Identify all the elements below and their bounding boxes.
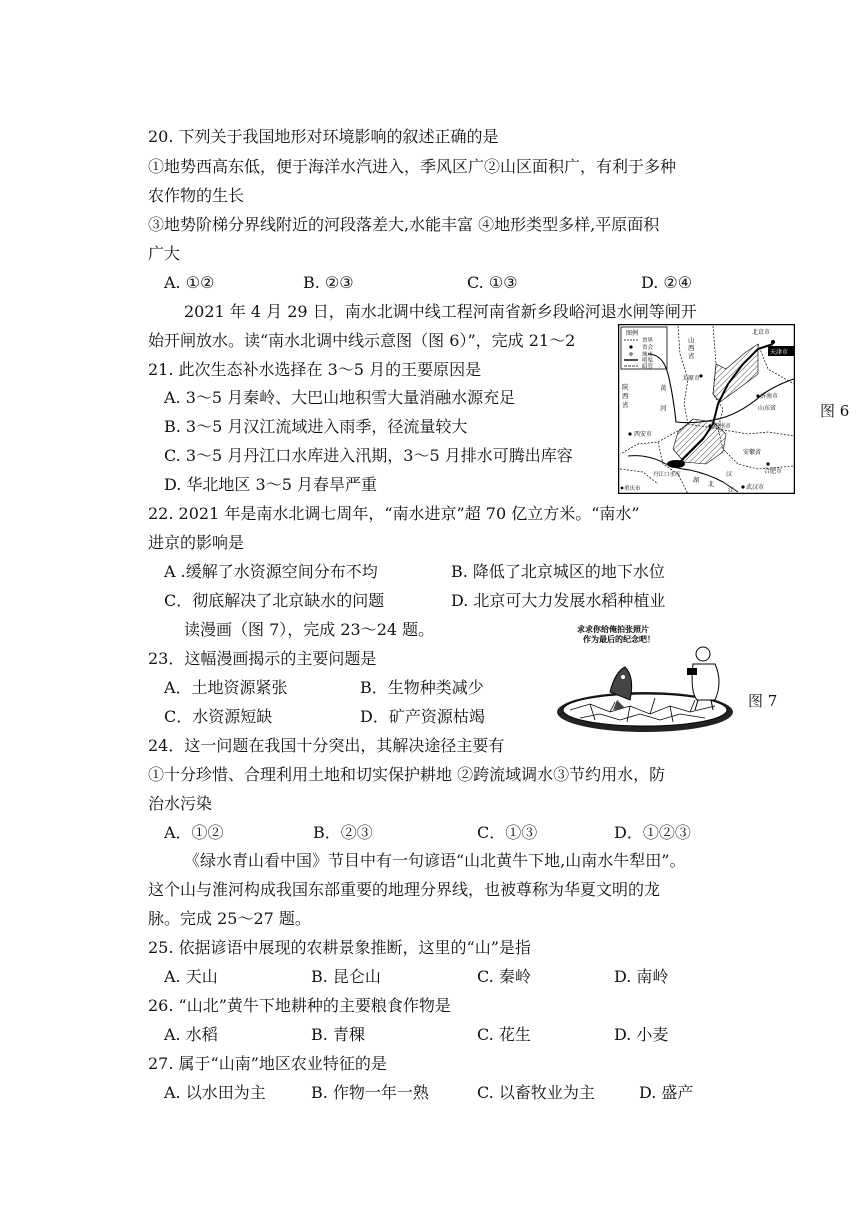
q25-option-d[interactable]: D. 南岭 [614, 967, 669, 986]
label-wuhan: 武汉市 [746, 484, 765, 491]
cartoon-speech-2: 作为最后的纪念吧！ [583, 634, 655, 644]
label-taiyuan: 太原市 [682, 375, 701, 382]
q24-option-b[interactable]: B．②③ [313, 823, 373, 842]
label-shaanxi-3: 省 [622, 401, 629, 409]
q23-option-b[interactable]: B．生物种类减少 [360, 678, 484, 697]
fig7-label: 图 7 [748, 692, 778, 710]
q23-stem: 23．这幅漫画揭示的主要问题是 [148, 649, 377, 668]
q25-stem: 25. 依据谚语中展现的农耕景象推断，这里的“山”是指 [148, 938, 531, 957]
q27-option-a[interactable]: A. 以水田为主 [164, 1083, 266, 1102]
q24-option-d[interactable]: D．①②③ [614, 823, 691, 842]
q23-option-c[interactable]: C．水资源短缺 [164, 707, 273, 726]
label-danjiangkou: 丹江口水库 [653, 472, 681, 478]
intro21-line-1: 2021 年 4 月 29 日，南水北调中线工程河南省新乡段峪河退水闸等闸开 [184, 302, 697, 321]
q21-option-d[interactable]: D. 华北地区 3～5 月春旱严重 [164, 475, 377, 494]
q20-option-a[interactable]: A. ①② [164, 273, 215, 292]
q21-option-c[interactable]: C. 3～5 月丹江口水库进入汛期，3～5 月排水可腾出库容 [164, 446, 573, 465]
q21-option-a[interactable]: A. 3～5 月秦岭、大巴山地积雪大量消融水源充足 [164, 388, 516, 407]
label-shanxi-3: 省 [688, 352, 695, 360]
q20-option-c[interactable]: C. ①③ [467, 273, 518, 292]
q25-option-b[interactable]: B. 昆仑山 [311, 967, 381, 986]
q20-option-d[interactable]: D. ②④ [641, 273, 693, 292]
q21-option-b[interactable]: B. 3～5 月汉江流域进入雨季，径流量较大 [164, 417, 468, 436]
q24-statement: ①十分珍惜、合理利用土地和切实保护耕地 ②跨流域调水③节约用水，防 [148, 765, 666, 784]
label-shanxi-1: 山 [688, 336, 695, 344]
q20-statement-2: ③地势阶梯分界线附近的河段落差大,水能丰富 ④地形类型多样,平原面积 [148, 215, 660, 234]
q27-stem: 27. 属于“山南”地区农业特征的是 [148, 1054, 387, 1073]
fig6-label: 图 6 [820, 402, 850, 420]
q27-option-b[interactable]: B. 作物一年一熟 [311, 1083, 429, 1102]
legend-capital: 省会 [642, 345, 654, 351]
q22-option-c[interactable]: C．彻底解决了北京缺水的问题 [164, 591, 385, 610]
q24-statement-cont: 治水污染 [148, 794, 213, 813]
q20-option-b[interactable]: B. ②③ [303, 273, 354, 292]
q25-option-a[interactable]: A. 天山 [164, 967, 218, 986]
q27-option-c[interactable]: C. 以畜牧业为主 [477, 1083, 595, 1102]
q22-stem-2: 进京的影响是 [148, 533, 245, 552]
label-he: 河 [660, 404, 667, 412]
intro21-line-2: 始开闸放水。读“南水北调中线示意图（图 6）”，完成 21～2 [148, 331, 576, 350]
q24-option-a[interactable]: A．①② [164, 823, 224, 842]
q26-stem: 26. “山北”黄牛下地耕种的主要粮食作物是 [148, 996, 451, 1015]
label-beijing: 北京市 [752, 329, 771, 336]
q22-stem-1: 22. 2021 年是南水北调七周年，“南水进京”超 70 亿立方米。“南水” [148, 504, 640, 523]
south-north-water-map [618, 324, 795, 494]
intro25-line-2: 这个山与淮河构成我国东部重要的地理分界线，也被尊称为华夏文明的龙 [148, 880, 661, 899]
legend-title: 图例 [626, 330, 639, 337]
q23-option-d[interactable]: D．矿产资源枯竭 [360, 707, 485, 726]
label-jinan: 济南市 [760, 393, 779, 400]
q20-statement-2-cont: 广大 [148, 244, 181, 263]
legend-pipe: 暗管 [642, 364, 654, 370]
q26-option-b[interactable]: B. 青稞 [311, 1025, 365, 1044]
legend-open-canal: 明渠 [642, 358, 654, 364]
q23-option-a[interactable]: A．土地资源紧张 [164, 678, 288, 697]
intro25-line-3: 脉。完成 25～27 题。 [148, 909, 311, 928]
intro23: 读漫画（图 7），完成 23～24 题。 [184, 620, 435, 639]
label-hu: 湖 [693, 477, 700, 484]
q26-option-d[interactable]: D. 小麦 [614, 1025, 669, 1044]
q24-option-c[interactable]: C．①③ [477, 823, 538, 842]
q24-stem: 24．这一问题在我国十分突出，其解决途径主要有 [148, 736, 505, 755]
intro25-line-1: 《绿水青山看中国》节目中有一句谚语“山北黄牛下地,山南水牛犁田”。 [184, 851, 686, 870]
label-tianjin: 天津市 [770, 349, 789, 356]
label-shanxi-2: 西 [688, 344, 695, 352]
label-chongqing: 重庆市 [624, 486, 641, 492]
label-anhui: 安徽省 [743, 449, 762, 456]
q20-statement-1: ①地势西高东低，便于海洋水汽进入，季风区广②山区面积广，有利于多种 [148, 157, 677, 176]
label-han: 汉 [726, 471, 733, 478]
label-xian: 西安市 [634, 431, 653, 438]
label-jiang: 江 [728, 487, 735, 494]
q25-option-c[interactable]: C. 秦岭 [477, 967, 531, 986]
cartoon-speech-1: 求求你给俺拍张照片 [577, 624, 649, 634]
q26-option-c[interactable]: C. 花生 [477, 1025, 531, 1044]
drought-cartoon [555, 622, 735, 732]
q22-option-a[interactable]: A .缓解了水资源空间分布不均 [164, 562, 378, 581]
label-shaanxi-2: 西 [622, 392, 629, 400]
q20-stem: 20. 下列关于我国地形对环境影响的叙述正确的是 [148, 127, 499, 146]
legend-province-border: 省界 [642, 338, 654, 344]
q20-statement-1-cont: 农作物的生长 [148, 186, 245, 205]
q26-option-a[interactable]: A. 水稻 [164, 1025, 218, 1044]
q22-option-b[interactable]: B. 降低了北京城区的地下水位 [451, 562, 665, 581]
label-huang: 黄 [660, 384, 667, 392]
label-bei: 北 [708, 481, 715, 488]
q21-stem: 21. 此次生态补水选择在 3～5 月的王要原因是 [148, 360, 482, 379]
label-shandong: 山东省 [758, 405, 777, 412]
label-shaanxi-1: 陕 [622, 383, 629, 391]
label-hefei: 合肥市 [764, 468, 783, 475]
q27-option-d[interactable]: D. 盛产 [639, 1083, 694, 1102]
q22-option-d[interactable]: D. 北京可大力发展水稻种植业 [451, 591, 666, 610]
label-zhengzhou: 郑州市 [713, 423, 732, 430]
legend-city: 城市 [642, 352, 654, 358]
